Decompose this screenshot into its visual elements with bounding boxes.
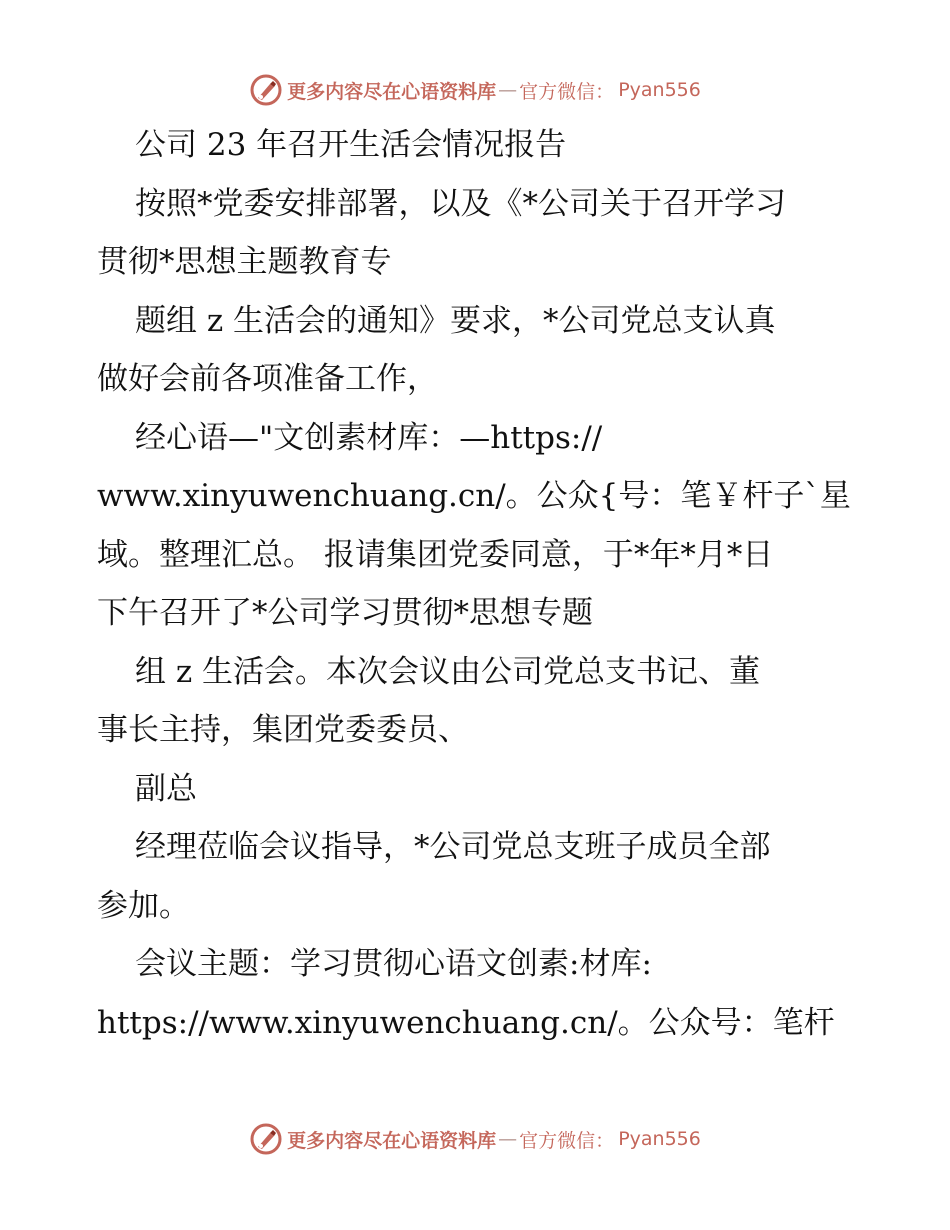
body-line: 事长主持，集团党委委员、: [97, 712, 469, 748]
pen-logo-icon: [249, 73, 283, 107]
pen-logo-icon: [249, 1122, 283, 1156]
body-line: 经理莅临会议指导，*公司党总支班子成员全部: [135, 829, 771, 865]
footer-dash: —: [498, 1128, 518, 1150]
header-watermark: [0, 70, 950, 110]
header-official-label: 官方微信：: [519, 80, 615, 103]
body-line: 会议主题：学习贯彻心语文创素:材库:: [135, 946, 652, 982]
footer-official-label: 官方微信：: [519, 1129, 615, 1152]
body-line: 做好会前各项准备工作，: [97, 361, 438, 397]
body-line: 参加。: [97, 887, 190, 924]
document-body: [97, 116, 857, 1052]
footer-wechat-id: Pyan556: [618, 1128, 701, 1150]
document-title: 公司 23 年召开生活会情况报告: [135, 127, 567, 163]
body-line: 经心语—"文创素材库：—https://: [135, 419, 603, 456]
body-line: 贯彻*思想主题教育专: [97, 244, 392, 280]
header-dash: —: [498, 79, 518, 101]
body-line: 下午召开了*公司学习贯彻*思想专题: [97, 595, 593, 631]
body-line: 题组 z 生活会的通知》要求，*公司党总支认真: [135, 302, 776, 339]
body-line: 域。整理汇总。 报请集团党委同意，于*年*月*日: [97, 536, 774, 573]
footer-brand-text: 更多内容尽在心语资料库: [287, 1129, 497, 1152]
body-line: 组 z 生活会。本次会议由公司党总支书记、董: [135, 653, 761, 690]
body-line: www.xinyuwenchuang.cn/。公众{号：笔￥杆子`星: [97, 478, 851, 514]
header-brand-text: 更多内容尽在心语资料库: [287, 80, 497, 103]
footer-watermark: [0, 1119, 950, 1159]
header-wechat-id: Pyan556: [618, 79, 701, 101]
body-line: 副总: [135, 770, 197, 807]
body-line: https://www.xinyuwenchuang.cn/。公众号：笔杆: [97, 1004, 835, 1041]
body-line: 按照*党委安排部署，以及《*公司关于召开学习: [135, 185, 786, 222]
